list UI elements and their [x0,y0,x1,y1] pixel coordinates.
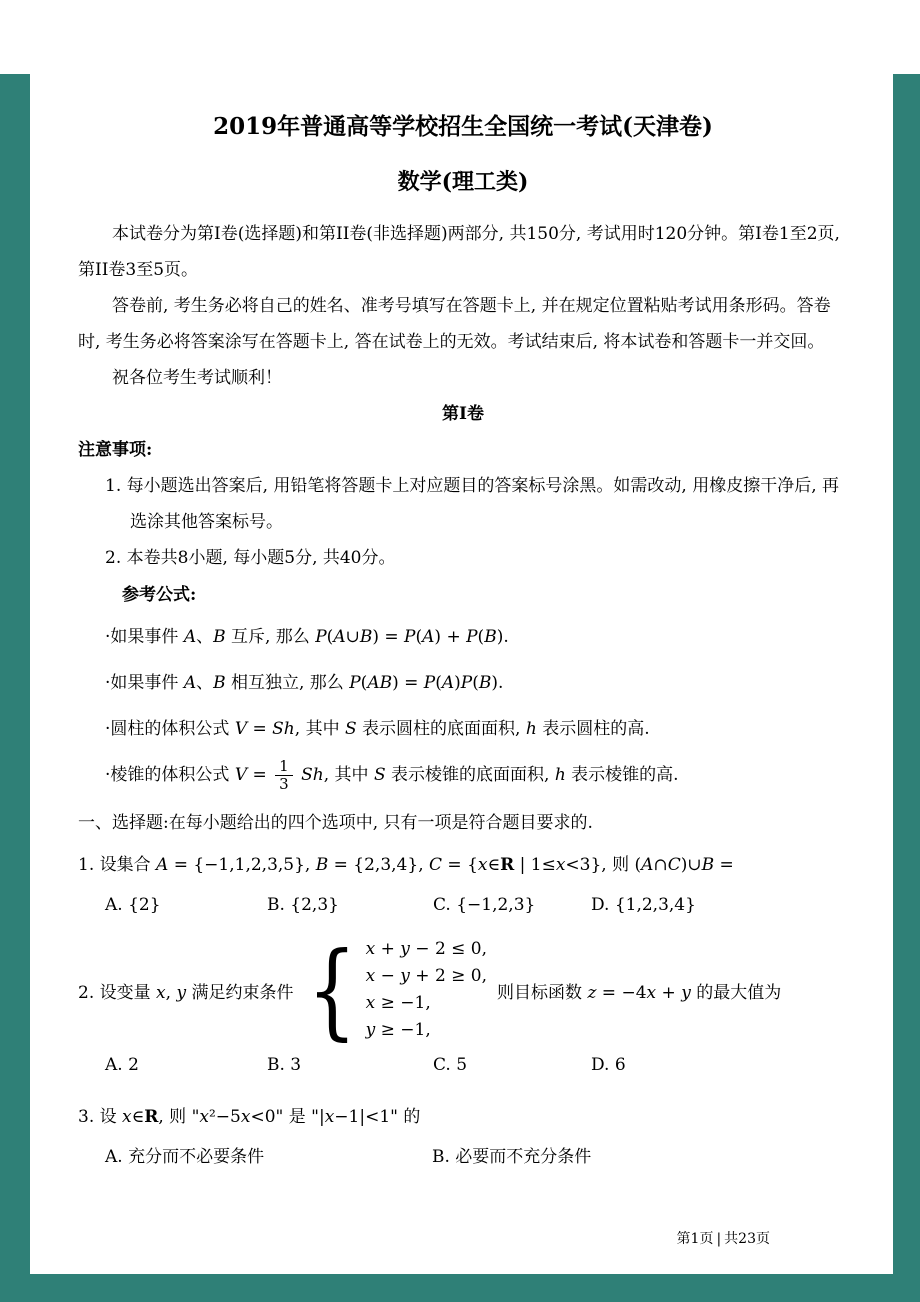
page-footer [677,1228,770,1248]
option: B. 必要而不充分条件 [432,1147,592,1167]
intro-paragraph-1: 本试卷分为第I卷(选择题)和第II卷(非选择题)两部分, 共150分, 考试用时120分钟。第I卷1至2页, 第II卷3至5页。 [78,224,840,280]
question-2-stem [78,929,848,1051]
scan-border-left [0,74,30,1302]
system-brace-icon: { [307,929,358,1051]
question-2-suffix: 则目标函数 z = −4x + y 的最大值为 [497,982,782,1003]
constraint-system [366,936,487,1044]
intro-paragraph-2: 答卷前, 考生务必将自己的姓名、准考号填写在答题卡上, 并在规定位置粘贴考试用条形码。答卷时, 考生务必将答案涂写在答题卡上, 答在试卷上的无效。考试结束后, 将本试卷和答题卡一并交回。 [78,296,831,352]
formula-independence: ·如果事件 A、B 相互独立, 那么 P(AB) = P(A)P(B). [105,673,504,693]
constraint-line: y ≥ −1, [365,1020,431,1040]
page-number: 第1页 [676,1231,714,1247]
scan-border-bottom [0,1274,920,1302]
fraction [275,758,293,794]
constraint-line: x − y + 2 ≥ 0, [365,966,488,986]
option: D. 6 [591,1055,626,1075]
option: A. 2 [105,1055,139,1075]
option: C. 5 [433,1055,468,1075]
option: A. 充分而不必要条件 [105,1147,265,1167]
question-2-prefix: 2. 设变量 x, y 满足约束条件 [78,982,294,1003]
question-1-stem: 1. 设集合 A = {−1,1,2,3,5}, B = {2,3,4}, C = {x∈R | 1≤x<3}, 则 (A∩C)∪B = [78,855,734,875]
notice-list [78,468,848,576]
scan-border-right [893,74,920,1302]
formula-cylinder-volume: ·圆柱的体积公式 V = Sh, 其中 S 表示圆柱的底面面积, h 表示圆柱的高. [105,719,650,739]
constraint-line: x ≥ −1, [365,993,431,1013]
exam-subtitle: 数学(理工类) [397,169,529,195]
notice-item: 1. 每小题选出答案后, 用铅笔将答题卡上对应题目的答案标号涂黑。如需改动, 用橡皮擦干净后, 再选涂其他答案标号。 [105,476,840,532]
question-3-options [105,1140,848,1174]
question-1-options [105,888,848,922]
fraction-numerator: 1 [275,758,293,776]
formula-union: ·如果事件 A、B 互斥, 那么 P(A∪B) = P(A) + P(B). [105,627,509,647]
formula-prefix: ·棱锥的体积公式 V = [105,765,273,785]
intro-paragraph-3: 祝各位考生考试顺利！ [112,368,282,388]
option: B. {2,3} [267,895,339,915]
formula-heading: 参考公式: [122,585,197,605]
question-2-options [105,1048,848,1082]
part-heading: 第I卷 [442,404,484,424]
exam-page [78,0,848,1188]
notice-item: 2. 本卷共8小题, 每小题5分, 共40分。 [105,548,396,568]
option: D. {1,2,3,4} [591,895,696,915]
formula-suffix: Sh, 其中 S 表示棱锥的底面面积, h 表示棱锥的高. [301,765,679,785]
fraction-denominator: 3 [279,775,289,793]
formula-pyramid-volume [105,752,848,798]
page-total: 共23页 [724,1231,770,1247]
notice-heading: 注意事项: [78,440,153,460]
option: C. {−1,2,3} [433,895,536,915]
option: B. 3 [267,1055,302,1075]
constraint-line: x + y − 2 ≤ 0, [365,939,488,959]
question-3-stem: 3. 设 x∈R, 则 "x²−5x<0" 是 "|x−1|<1" 的 [78,1107,421,1127]
option: A. {2} [105,895,161,915]
footer-separator: | [716,1231,722,1247]
exam-title: 2019年普通高等学校招生全国统一考试(天津卷) [213,113,713,140]
section-heading: 一、选择题:在每小题给出的四个选项中, 只有一项是符合题目要求的. [78,813,593,833]
